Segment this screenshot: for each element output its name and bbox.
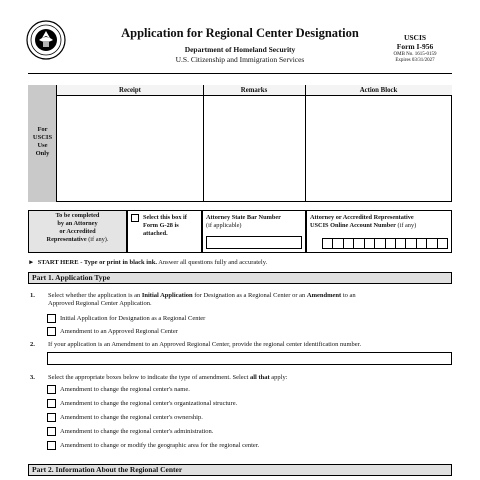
column-header-receipt: Receipt bbox=[57, 85, 203, 96]
attorney-label-line bbox=[30, 236, 125, 244]
start-here-rest: Answer all questions fully and accurately. bbox=[156, 259, 268, 266]
form-agency: USCIS bbox=[403, 33, 427, 42]
q1-text-bold: Initial Application bbox=[141, 292, 193, 299]
g28-attached-checkbox[interactable] bbox=[131, 214, 139, 222]
attorney-label-line: or Accredited bbox=[59, 228, 96, 235]
agency-name: U.S. Citizenship and Immigration Services bbox=[175, 55, 305, 64]
attorney-label-note: (if any). bbox=[86, 236, 109, 243]
question-number: 1. bbox=[30, 292, 35, 299]
question-number: 3. bbox=[30, 374, 35, 381]
initial-application-label: Initial Application for Designation as a Regional Center bbox=[60, 315, 206, 322]
online-account-label-line: USCIS Online Account Number bbox=[310, 222, 396, 229]
q3-text-bold: all that bbox=[249, 374, 270, 381]
amend-administration-label: Amendment to change the regional center's administration. bbox=[60, 428, 214, 435]
uscis-use-label bbox=[28, 126, 57, 158]
amend-name-checkbox[interactable] bbox=[47, 385, 56, 394]
online-account-number-input[interactable] bbox=[322, 238, 448, 249]
uscis-use-label-line: Use bbox=[37, 142, 48, 149]
department-name: Department of Homeland Security bbox=[184, 45, 296, 54]
question-2-text: If your application is an Amendment to an Approved Regional Center, provide the regional center identification number. bbox=[48, 341, 362, 348]
q1-text-bold: Amendment bbox=[306, 292, 342, 299]
amend-administration-checkbox[interactable] bbox=[47, 427, 56, 436]
q3-text-part: Select the appropriate boxes below to indicate the type of amendment. Select bbox=[48, 374, 250, 381]
g28-label-line: Form G-28 is bbox=[143, 222, 179, 229]
form-identifier bbox=[380, 33, 450, 51]
bar-number-input[interactable] bbox=[206, 236, 302, 249]
header-divider bbox=[28, 73, 452, 74]
regional-center-id-input[interactable] bbox=[47, 352, 452, 365]
amend-ownership-label: Amendment to change the regional center's ownership. bbox=[60, 414, 203, 421]
initial-application-checkbox[interactable] bbox=[47, 314, 56, 323]
q1-text-part: for Designation as a Regional Center or an bbox=[192, 292, 307, 299]
column-header-remarks: Remarks bbox=[203, 85, 305, 96]
part1-header: Part 1. Application Type bbox=[28, 272, 452, 284]
omb-info bbox=[370, 52, 460, 64]
amend-structure-checkbox[interactable] bbox=[47, 399, 56, 408]
amend-geographic-area-checkbox[interactable] bbox=[47, 441, 56, 450]
column-header-action-block: Action Block bbox=[305, 85, 452, 96]
amend-geographic-area-label: Amendment to change or modify the geographic area for the regional center. bbox=[60, 442, 260, 449]
uscis-use-label-line: For bbox=[37, 126, 48, 133]
bar-number-note: (if applicable) bbox=[206, 222, 242, 229]
attorney-label-bold: Representative bbox=[46, 236, 87, 243]
uscis-use-label-line: Only bbox=[35, 150, 50, 157]
q3-text-part: apply: bbox=[269, 374, 288, 381]
q1-text-part: Select whether the application is an bbox=[48, 292, 142, 299]
amendment-checkbox[interactable] bbox=[47, 327, 56, 336]
uscis-use-label-line: USCIS bbox=[32, 134, 53, 141]
arrow-right-icon: ► bbox=[28, 259, 35, 266]
form-title: Application for Regional Center Designation bbox=[121, 26, 359, 40]
attorney-section-label bbox=[30, 212, 125, 244]
g28-label bbox=[143, 214, 201, 238]
omb-number: OMB No. 1615-0159 bbox=[393, 52, 437, 57]
amend-name-label: Amendment to change the regional center's name. bbox=[60, 386, 190, 393]
form-number: Form I-956 bbox=[396, 42, 434, 51]
question-3-text bbox=[48, 374, 448, 382]
column-divider bbox=[203, 85, 204, 202]
g28-label-line: attached. bbox=[143, 230, 168, 237]
dhs-seal-icon bbox=[26, 20, 66, 60]
start-here-bold: START HERE - Type or print in black ink. bbox=[37, 259, 157, 266]
attorney-label-line: To be completed bbox=[55, 212, 100, 219]
part2-header: Part 2. Information About the Regional Center bbox=[28, 464, 452, 476]
g28-label-line: Select this box if bbox=[143, 214, 187, 221]
question-number: 2. bbox=[30, 341, 35, 348]
online-account-note: (if any) bbox=[395, 222, 417, 229]
amendment-label: Amendment to an Approved Regional Center bbox=[60, 328, 178, 335]
bar-number-label bbox=[206, 214, 304, 230]
online-account-label-line: Attorney or Accredited Representative bbox=[310, 214, 414, 221]
start-here-instruction bbox=[28, 259, 267, 266]
q1-text-part: Approved Regional Center Application. bbox=[48, 300, 152, 307]
online-account-label bbox=[310, 214, 450, 230]
amend-structure-label: Amendment to change the regional center's organizational structure. bbox=[60, 400, 238, 407]
column-divider bbox=[305, 85, 306, 202]
q1-text-part: to an bbox=[341, 292, 356, 299]
attorney-label-line: by an Attorney bbox=[57, 220, 98, 227]
amend-ownership-checkbox[interactable] bbox=[47, 413, 56, 422]
question-1-text bbox=[48, 292, 448, 308]
uscis-use-only-block bbox=[28, 85, 452, 202]
bar-number-label-text: Attorney State Bar Number bbox=[206, 214, 281, 221]
expiration-date: Expires 03/31/2027 bbox=[395, 58, 435, 63]
